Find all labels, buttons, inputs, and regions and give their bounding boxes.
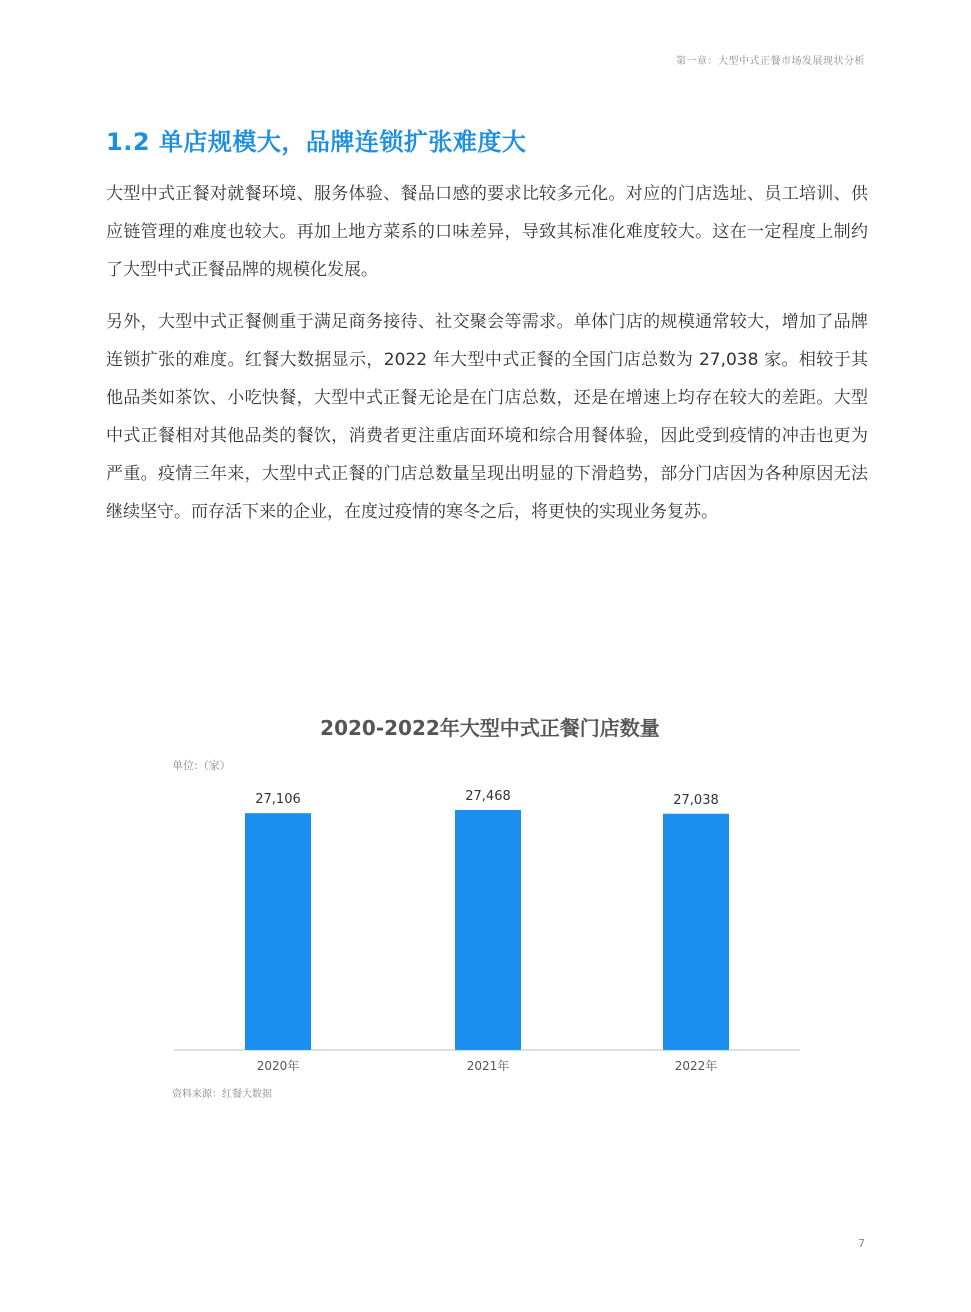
x-tick-label-1: 2020年 bbox=[256, 1059, 300, 1073]
x-tick-label-3: 2022年 bbox=[674, 1059, 718, 1073]
chart-title: 2020-2022年大型中式正餐门店数量 bbox=[320, 716, 660, 740]
section-title: 1.2 单店规模大，品牌连锁扩张难度大 bbox=[106, 128, 527, 156]
paragraph-2: 另外，大型中式正餐侧重于满足商务接待、社交聚会等需求。单体门店的规模通常较大，增加了品牌连锁扩张的难度。红餐大数据显示，2022 年大型中式正餐的全国门店总数为 27,038 家。相较于其他品类如茶饮、小吃快餐，大型中式正餐无论是在门店总数，还是在增速上均存在较大的差距。大型中式正餐相对其他品类的餐饮，消费者更注重店面环境和综合用餐体验，因此受到疫情的冲击也更为严重。疫情三年来，大型中式正餐的门店总数量呈现出明显的下滑趋势，部分门店因为各种原因无法继续坚守。而存活下来的企业，在度过疫情的寒冬之后，将更快的实现业务复苏。 bbox=[106, 312, 868, 522]
bar-3 bbox=[663, 814, 729, 1050]
data-label-1: 27,106 bbox=[255, 792, 301, 808]
bar-1 bbox=[245, 813, 311, 1050]
running-header: 第一章：大型中式正餐市场发展现状分析 bbox=[676, 56, 865, 67]
paragraph-1: 大型中式正餐对就餐环境、服务体验、餐品口感的要求比较多元化。对应的门店选址、员工培训、供应链管理的难度也较大。再加上地方菜系的口味差异，导致其标准化难度较大。这在一定程度上制约了大型中式正餐品牌的规模化发展。 bbox=[106, 184, 868, 280]
data-label-2: 27,468 bbox=[465, 789, 511, 804]
chart-plot bbox=[160, 700, 820, 1110]
page-number: 7 bbox=[858, 1237, 865, 1250]
bar-2 bbox=[455, 810, 521, 1050]
data-label-3: 27,038 bbox=[673, 792, 719, 808]
chart-source-note: 资料来源：红餐大数据 bbox=[172, 1089, 272, 1100]
x-tick-label-2: 2021年 bbox=[466, 1059, 510, 1073]
store-count-chart bbox=[160, 700, 820, 1110]
chart-unit-label: 单位:（家） bbox=[172, 759, 231, 772]
